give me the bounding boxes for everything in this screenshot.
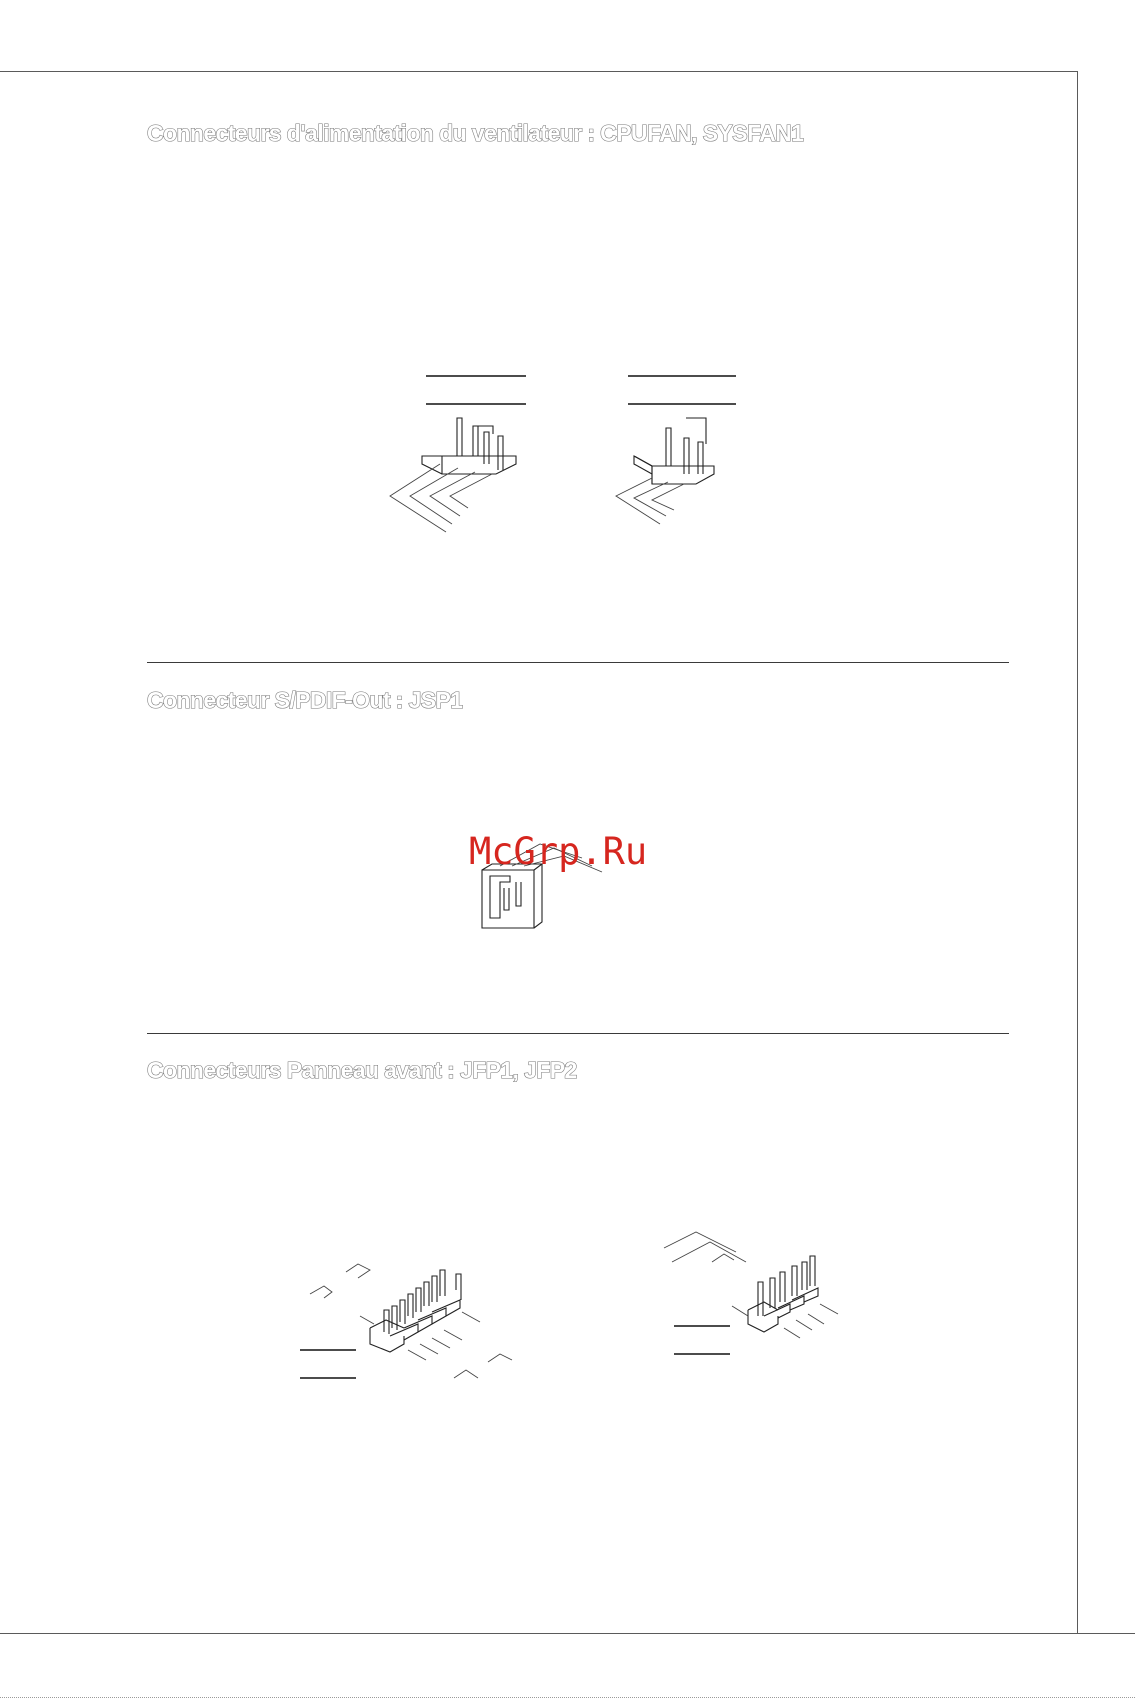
fan-connectors-heading: Connecteurs d'alimentation du ventilateur : CPUFAN, SYSFAN1 — [147, 120, 804, 146]
sysfan1-connector-diagram — [610, 360, 750, 530]
section-divider — [147, 662, 1009, 663]
page-frame-bottom-rule — [0, 1633, 1135, 1634]
page-frame-right-rule — [1077, 71, 1078, 1634]
cpufan-connector-diagram — [380, 360, 530, 540]
jfp1-connector-diagram — [290, 1250, 530, 1400]
page-frame-top-rule — [0, 71, 1078, 72]
front-panel-connectors-heading: Connecteurs Panneau avant : JFP1, JFP2 — [147, 1057, 577, 1083]
jfp2-connector-diagram — [660, 1220, 860, 1370]
spdif-connector-heading: Connecteur S/PDIF-Out : JSP1 — [147, 687, 463, 713]
page-bottom-dotted-rule — [0, 1697, 1135, 1698]
section-divider — [147, 1033, 1009, 1034]
watermark-text: McGrp.Ru — [469, 830, 648, 873]
